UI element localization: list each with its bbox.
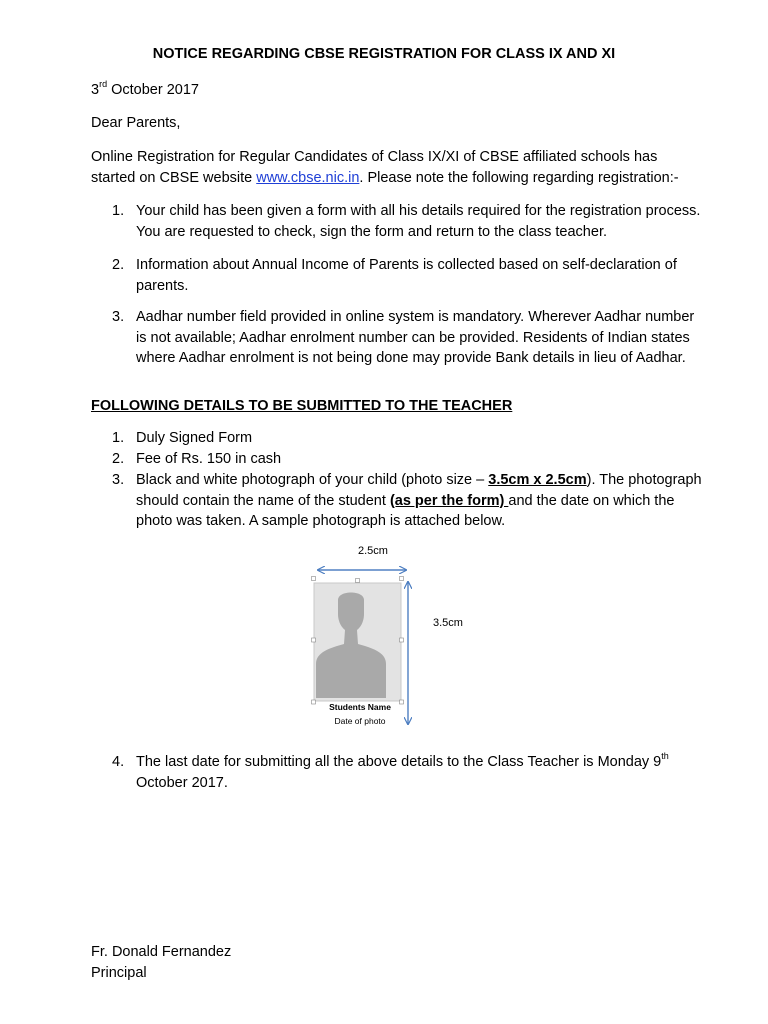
cbse-website-link[interactable]: www.cbse.nic.in [256, 169, 360, 186]
signatory-role: Principal [91, 964, 147, 981]
salutation: Dear Parents, [91, 115, 181, 131]
width-label: 2.5cm [358, 545, 388, 557]
signatory-name: Fr. Donald Fernandez [91, 944, 232, 960]
sample-photo-figure [300, 540, 490, 740]
intro-paragraph: Online Registration for Regular Candidates of Class IX/XI of CBSE affiliated schools has started on CBSE website www.cbse.nic.in. Please note the following regarding registration:- [91, 149, 679, 186]
photo-size-text: 3.5cm x 2.5cm [488, 472, 587, 488]
notice-page: NOTICE REGARDING CBSE REGISTRATION FOR CLASS IX AND XI 3rd October 2017 Dear Parents, Online Registration for Regular Candidates of Class IX/XI of CBSE affiliated schools has started on CBSE website www.cbse.nic.in. Please note the following regarding registration:- 1. Your child has been given a form with all his details required for the registration process. You are requested to check, sign the form and return to the class teacher. 2. Information about Annual Income of Parents is collected based on self-declaration of parents. 3. Aadhar number field provided in online system is mandatory. Wherever Aadhar number is not available; Aadhar enrolment number can be provided. Residents of Indian states where Aadhar enrolment is not being done may provide Bank details in lieu of Aadhar. FOLLOWING DETAILS TO BE SUBMITTED TO THE TEACHER 1. Duly Signed Form 2. Fee of Rs. 150 in cash 3. Black and white photograph of your child (photo size – 3.5cm x 2.5cm). The photograph should contain the name of the student (as per the form) and the date on which the photo was taken. A sample photograph is attached below. 2.5cm 3.5cm Students Name Date of photo 4. The last date for submitting all the above details to the Class Teacher is Monday 9th October 2017. Fr. Donald Fernandez Principal [0, 0, 768, 1024]
sample-photo-diagram [300, 540, 490, 740]
as-per-form-text: (as per the form) [389, 492, 509, 509]
signature-block [91, 942, 231, 983]
date-of-photo-caption: Date of photo [334, 716, 386, 726]
notice-title: NOTICE REGARDING CBSE REGISTRATION FOR CLASS IX AND XI [152, 46, 616, 62]
height-label: 3.5cm [433, 617, 463, 629]
details-heading: FOLLOWING DETAILS TO BE SUBMITTED TO THE TEACHER [91, 398, 513, 414]
students-name-caption: Students Name [329, 702, 391, 712]
notice-date: 3rd October 2017 [91, 79, 199, 98]
